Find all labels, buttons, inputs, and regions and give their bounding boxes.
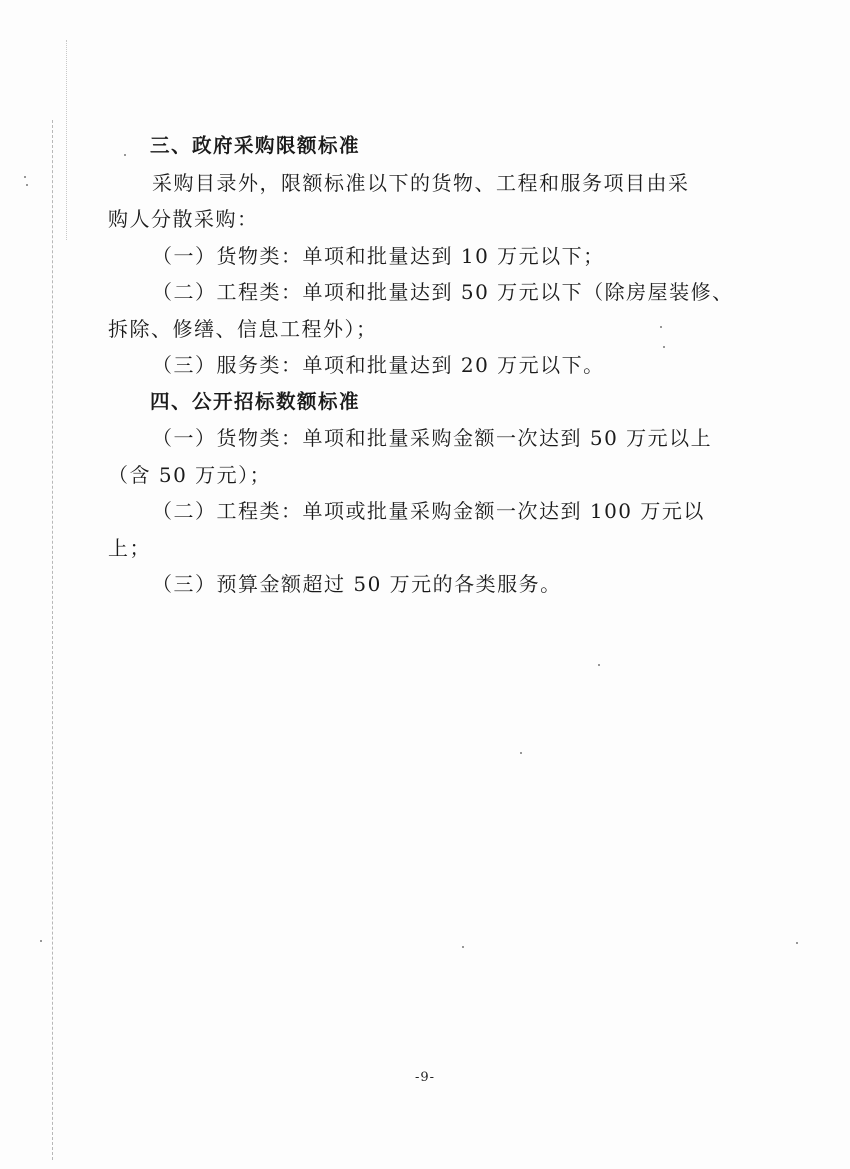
page-number: -9- — [414, 1070, 436, 1085]
list-item: （一）货物类：单项和批量采购金额一次达到 50 万元以上 — [152, 426, 713, 450]
list-item: （二）工程类：单项或批量采购金额一次达到 100 万元以 — [152, 499, 705, 523]
list-item: （二）工程类：单项和批量达到 50 万元以下（除房屋装修、 — [152, 280, 734, 304]
scan-speck — [26, 184, 28, 186]
scan-speck — [796, 942, 798, 944]
list-item: （一）货物类：单项和批量达到 10 万元以下； — [152, 243, 605, 268]
scan-speck — [520, 752, 522, 754]
paragraph-text: 采购目录外，限额标准以下的货物、工程和服务项目由采 — [152, 170, 690, 195]
document-body — [108, 128, 734, 603]
paragraph-line — [108, 165, 728, 202]
scan-speck — [462, 946, 464, 948]
binding-mark — [66, 40, 67, 240]
list-item: （三）服务类：单项和批量达到 20 万元以下。 — [152, 353, 605, 377]
paragraph-line: 购人分散采购： — [108, 207, 259, 231]
section-heading: 四、公开招标数额标准 — [150, 389, 361, 413]
list-item-continuation: 拆除、修缮、信息工程外）； — [108, 316, 378, 341]
scan-speck — [598, 664, 600, 666]
binding-mark — [52, 120, 53, 1160]
list-item: （三）预算金额超过 50 万元的各类服务。 — [152, 572, 562, 596]
section-heading: 三、政府采购限额标准 — [150, 134, 361, 157]
scan-speck — [40, 940, 42, 942]
list-item-continuation: 上； — [108, 535, 151, 560]
scan-speck — [24, 176, 26, 178]
list-item-continuation: （含 50 万元）； — [108, 462, 272, 487]
